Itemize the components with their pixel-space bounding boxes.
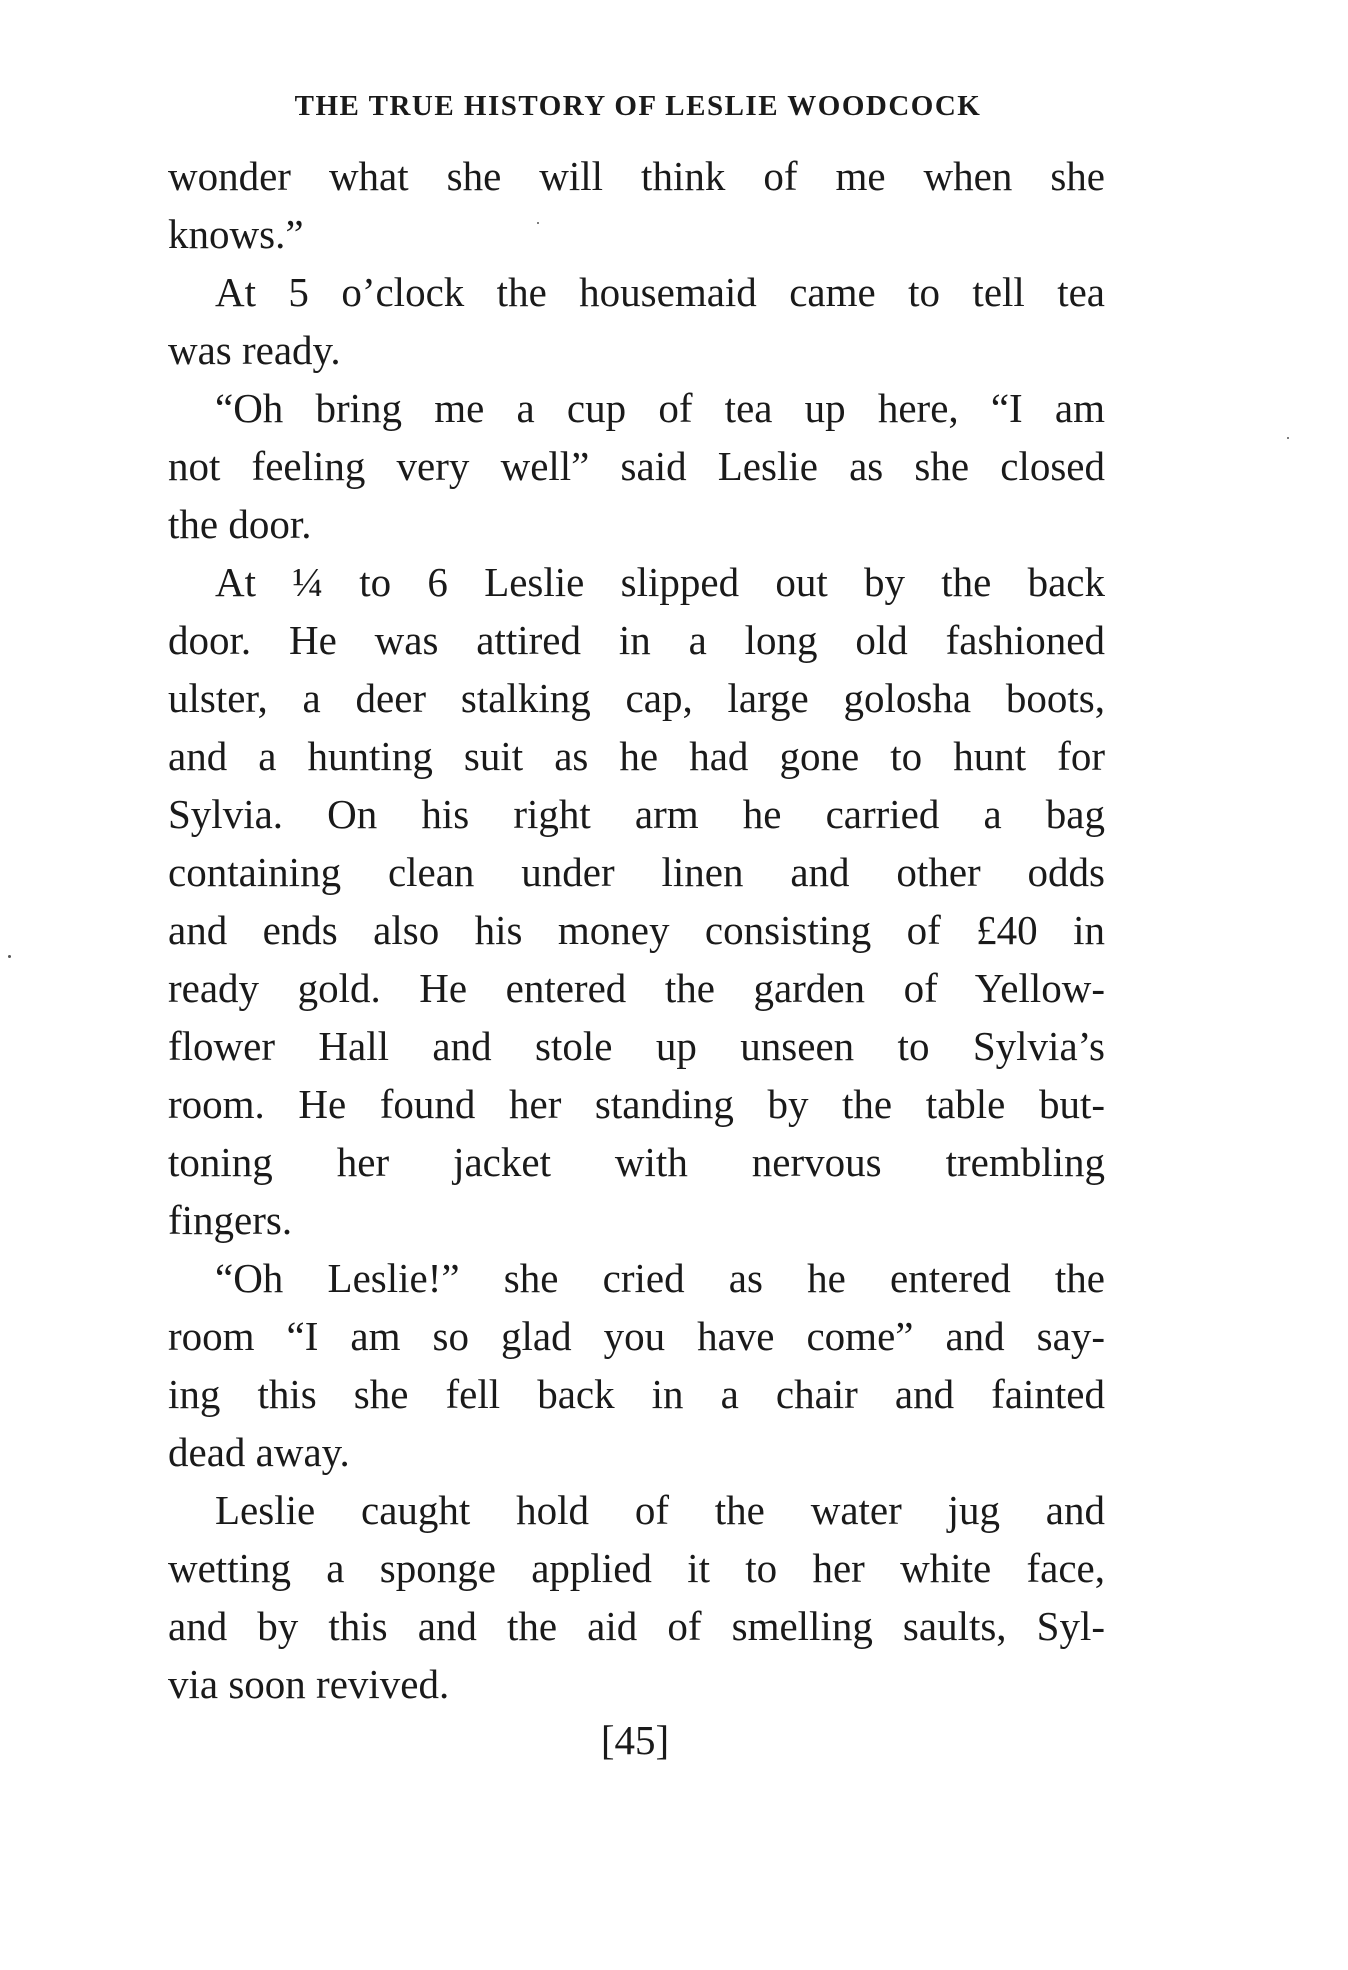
text-line: “Oh bring me a cup of tea up here, “I am [215, 385, 1105, 431]
text-line: flower Hall and stole up unseen to Sylvia’s [168, 1023, 1105, 1069]
text-line: not feeling very well” said Leslie as she closed [168, 443, 1105, 489]
text-line: dead away. [168, 1429, 350, 1475]
text-line: ing this she fell back in a chair and fainted [168, 1371, 1105, 1417]
text-line: fingers. [168, 1197, 293, 1243]
page-number: [45] [600, 1717, 670, 1763]
text-line: knows.” [168, 211, 304, 257]
text-line: via soon revived. [168, 1661, 450, 1707]
text-line: ready gold. He entered the garden of Yellow- [168, 965, 1105, 1011]
text-line: door. He was attired in a long old fashioned [168, 617, 1105, 663]
text-line: room. He found her standing by the table but- [168, 1081, 1105, 1127]
text-line: Sylvia. On his right arm he carried a bag [168, 791, 1105, 837]
print-speck [8, 955, 11, 958]
print-speck [1287, 437, 1289, 439]
text-line: and a hunting suit as he had gone to hunt for [168, 733, 1105, 779]
text-line: and ends also his money consisting of £40 in [168, 907, 1105, 953]
body-text [168, 147, 1105, 1713]
text-line: At ¼ to 6 Leslie slipped out by the back [215, 559, 1105, 605]
text-line: At 5 o’clock the housemaid came to tell tea [215, 269, 1105, 315]
text-line: containing clean under linen and other odds [168, 849, 1105, 895]
text-line: wetting a sponge applied it to her white face, [168, 1545, 1105, 1591]
text-line: toning her jacket with nervous trembling [168, 1139, 1105, 1185]
text-line: “Oh Leslie!” she cried as he entered the [215, 1255, 1105, 1301]
running-head: THE TRUE HISTORY OF LESLIE WOODCOCK [294, 90, 982, 122]
text-line: the door. [168, 501, 312, 547]
text-line: and by this and the aid of smelling saults, Syl- [168, 1603, 1105, 1649]
text-line: room “I am so glad you have come” and say- [168, 1313, 1105, 1359]
text-line: wonder what she will think of me when she [168, 153, 1105, 199]
text-line: Leslie caught hold of the water jug and [215, 1487, 1105, 1533]
text-line: was ready. [168, 327, 341, 373]
text-line: ulster, a deer stalking cap, large golosha boots, [168, 675, 1105, 721]
print-speck [537, 222, 539, 224]
